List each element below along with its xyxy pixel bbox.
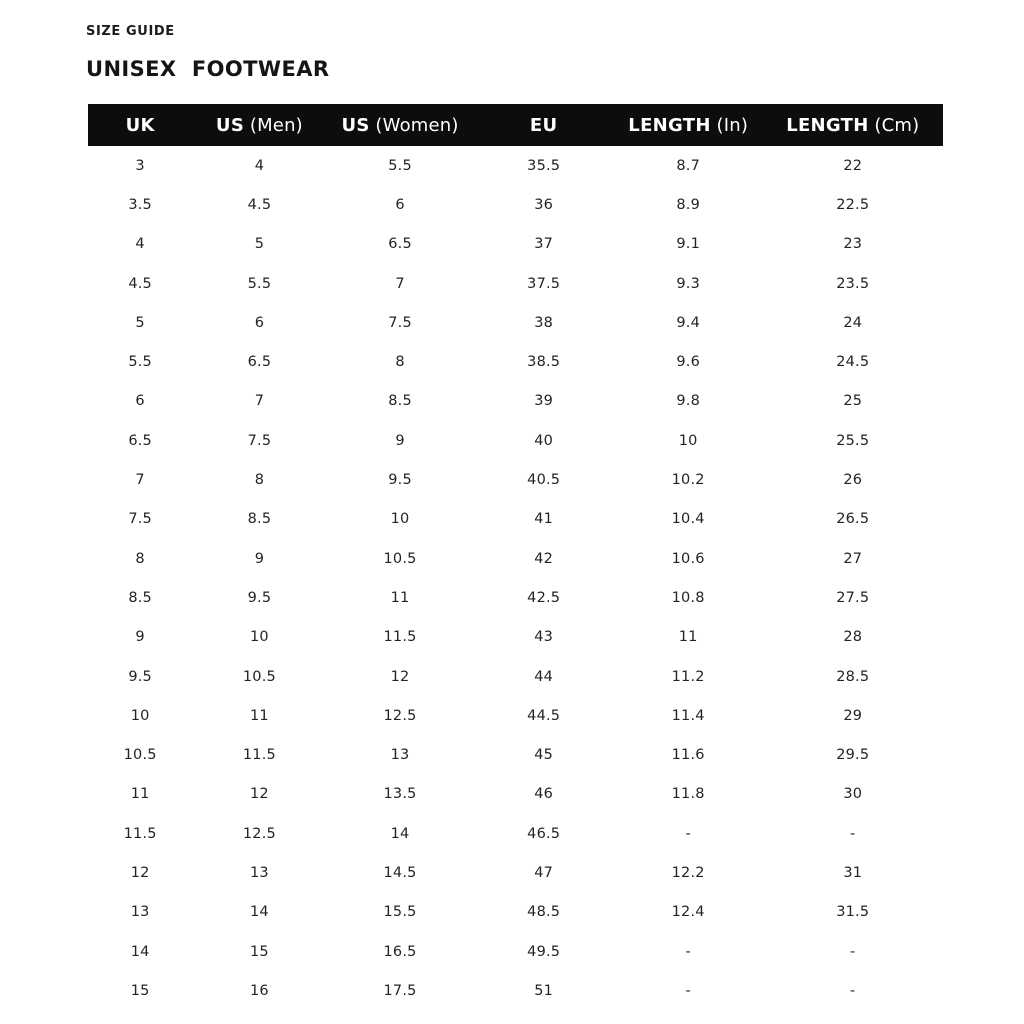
table-cell: 5.5 <box>247 275 272 292</box>
table-cell: 7.5 <box>388 314 412 331</box>
table-row <box>88 303 943 342</box>
table-cell: 28.5 <box>836 668 870 685</box>
table-cell: 9.3 <box>676 275 701 292</box>
table-row <box>88 264 943 303</box>
table-cell: 48.5 <box>527 904 561 921</box>
table-cell: 10.6 <box>671 550 705 567</box>
table-row <box>88 342 943 381</box>
table-cell: 9 <box>395 432 405 449</box>
table-cell: 43 <box>534 629 554 646</box>
column-header: US (Men) <box>215 114 303 136</box>
table-cell: 9.6 <box>676 354 701 371</box>
table-cell: 9.1 <box>676 236 701 253</box>
table-cell: 24.5 <box>836 354 870 371</box>
table-cell: 39 <box>534 393 554 410</box>
table-cell: 29.5 <box>836 747 870 764</box>
table-row <box>88 775 943 814</box>
table-cell: 14 <box>390 825 410 842</box>
table-cell: 6 <box>254 314 265 331</box>
table-cell: 4 <box>254 157 265 174</box>
table-cell: 8.5 <box>388 393 412 410</box>
table-row <box>88 185 943 224</box>
table-cell: 11.8 <box>671 786 705 803</box>
table-cell: 38.5 <box>527 354 561 371</box>
table-cell: 10 <box>390 511 410 528</box>
table-cell: 22 <box>843 157 863 174</box>
table-row <box>88 696 943 735</box>
table-cell: 12.4 <box>671 904 705 921</box>
table-cell: 11.4 <box>671 707 705 724</box>
table-row <box>88 146 943 185</box>
table-cell: 10 <box>130 707 150 724</box>
table-cell: 11.5 <box>123 825 157 842</box>
table-cell: 9.5 <box>128 668 152 685</box>
table-cell: 13.5 <box>383 786 417 803</box>
table-cell: 11 <box>678 629 698 646</box>
table-cell: 6 <box>395 196 405 213</box>
table-cell: 7 <box>135 472 145 489</box>
table-row <box>88 618 943 657</box>
table-cell: 31 <box>843 864 863 881</box>
table-cell: 25.5 <box>836 432 870 449</box>
table-cell: - <box>850 982 856 999</box>
table-row <box>88 932 943 971</box>
table-cell: 10.8 <box>671 589 705 606</box>
table-cell: 16 <box>249 982 269 999</box>
table-cell: 10.5 <box>123 747 157 764</box>
table-row <box>88 893 943 932</box>
table-cell: 14.5 <box>383 864 417 881</box>
table-row <box>88 578 943 617</box>
column-header: US (Women) <box>341 114 459 136</box>
table-cell: 41 <box>534 511 554 528</box>
table-cell: 15 <box>249 943 269 960</box>
table-cell: 42.5 <box>527 589 561 606</box>
column-header: UK <box>125 114 155 136</box>
table-cell: 11 <box>390 589 410 606</box>
table-cell: 29 <box>843 707 863 724</box>
table-cell: 35.5 <box>527 157 561 174</box>
column-header: EU <box>529 114 558 136</box>
size-table <box>88 104 943 1011</box>
table-cell: 10 <box>249 629 269 646</box>
table-row <box>88 735 943 774</box>
table-row <box>88 421 943 460</box>
column-header: LENGTH (In) <box>628 114 749 136</box>
table-cell: 7 <box>395 275 405 292</box>
table-cell: 11 <box>130 786 150 803</box>
table-cell: 7.5 <box>247 432 272 449</box>
table-cell: 8.9 <box>676 196 701 213</box>
table-cell: 40.5 <box>527 472 561 489</box>
table-cell: 16.5 <box>383 943 417 960</box>
table-cell: 15 <box>130 982 150 999</box>
table-cell: 11 <box>249 707 269 724</box>
table-cell: 31.5 <box>836 904 870 921</box>
table-row <box>88 814 943 853</box>
table-cell: 22.5 <box>836 196 870 213</box>
table-cell: 6.5 <box>128 432 152 449</box>
table-cell: 9.5 <box>388 472 412 489</box>
table-cell: 7.5 <box>128 511 152 528</box>
table-cell: 13 <box>130 904 150 921</box>
table-cell: 10.5 <box>383 550 417 567</box>
table-cell: 4.5 <box>128 275 152 292</box>
table-cell: 10 <box>678 432 698 449</box>
table-cell: 9.4 <box>676 314 701 331</box>
table-cell: 7 <box>254 393 265 410</box>
table-cell: 5.5 <box>388 157 412 174</box>
table-cell: 45 <box>534 747 554 764</box>
table-cell: 6.5 <box>388 236 412 253</box>
table-cell: 8.5 <box>247 511 272 528</box>
table-cell: 12 <box>130 864 150 881</box>
size-table-body <box>88 146 943 1011</box>
size-table-header <box>88 104 943 146</box>
table-cell: 28 <box>843 629 863 646</box>
table-cell: 26.5 <box>836 511 870 528</box>
table-cell: 3 <box>135 157 145 174</box>
table-cell: 6 <box>135 393 145 410</box>
table-cell: 15.5 <box>383 904 417 921</box>
table-cell: 23 <box>843 236 863 253</box>
table-row <box>88 460 943 499</box>
table-cell: 5 <box>254 236 265 253</box>
table-cell: 12.5 <box>383 707 417 724</box>
table-cell: 9 <box>135 629 145 646</box>
table-cell: 27 <box>843 550 863 567</box>
table-cell: 8.7 <box>676 157 701 174</box>
size-guide-label: SIZE GUIDE <box>86 24 175 39</box>
table-cell: - <box>850 825 856 842</box>
table-cell: 4 <box>135 236 145 253</box>
table-cell: 8 <box>395 354 405 371</box>
table-cell: 8.5 <box>128 589 152 606</box>
table-cell: 51 <box>534 982 554 999</box>
table-cell: 26 <box>843 472 863 489</box>
table-cell: 46.5 <box>527 825 561 842</box>
table-cell: 30 <box>843 786 863 803</box>
table-cell: 12.5 <box>242 825 276 842</box>
table-cell: 37.5 <box>527 275 561 292</box>
table-cell: 36 <box>534 196 554 213</box>
table-row <box>88 225 943 264</box>
table-cell: 14 <box>249 904 269 921</box>
table-cell: 46 <box>534 786 554 803</box>
table-cell: 14 <box>130 943 150 960</box>
table-cell: 49.5 <box>527 943 561 960</box>
table-cell: 4.5 <box>247 196 272 213</box>
table-cell: 27.5 <box>836 589 870 606</box>
table-cell: 10.2 <box>671 472 705 489</box>
table-row <box>88 382 943 421</box>
table-cell: 24 <box>843 314 863 331</box>
table-cell: 13 <box>390 747 410 764</box>
table-cell: 10.5 <box>242 668 276 685</box>
table-row <box>88 500 943 539</box>
table-cell: 25 <box>843 393 863 410</box>
table-cell: 12 <box>249 786 269 803</box>
table-row <box>88 853 943 892</box>
table-cell: 42 <box>534 550 554 567</box>
table-cell: 44.5 <box>527 707 561 724</box>
table-cell: 8 <box>135 550 145 567</box>
page-title: UNISEX FOOTWEAR <box>86 57 330 81</box>
table-cell: 11.5 <box>383 629 417 646</box>
table-cell: 13 <box>249 864 269 881</box>
table-row <box>88 971 943 1010</box>
table-cell: 11.5 <box>242 747 276 764</box>
table-cell: 40 <box>534 432 554 449</box>
table-cell: 11.2 <box>671 668 705 685</box>
table-cell: - <box>685 982 691 999</box>
table-row <box>88 657 943 696</box>
table-cell: 9 <box>254 550 265 567</box>
table-row <box>88 539 943 578</box>
table-cell: - <box>685 943 691 960</box>
table-cell: 9.8 <box>676 393 701 410</box>
table-cell: - <box>850 943 856 960</box>
table-cell: 3.5 <box>128 196 152 213</box>
table-cell: - <box>685 825 691 842</box>
table-cell: 17.5 <box>383 982 417 999</box>
table-cell: 37 <box>534 236 554 253</box>
table-cell: 23.5 <box>836 275 870 292</box>
table-cell: 38 <box>534 314 554 331</box>
table-cell: 8 <box>254 472 265 489</box>
table-cell: 5.5 <box>128 354 152 371</box>
table-cell: 44 <box>534 668 554 685</box>
table-cell: 10.4 <box>671 511 705 528</box>
table-cell: 47 <box>534 864 554 881</box>
table-cell: 9.5 <box>247 589 272 606</box>
table-cell: 11.6 <box>671 747 705 764</box>
table-cell: 12 <box>390 668 410 685</box>
table-cell: 12.2 <box>671 864 705 881</box>
table-cell: 6.5 <box>247 354 272 371</box>
table-cell: 5 <box>135 314 145 331</box>
column-header: LENGTH (Cm) <box>786 114 920 136</box>
